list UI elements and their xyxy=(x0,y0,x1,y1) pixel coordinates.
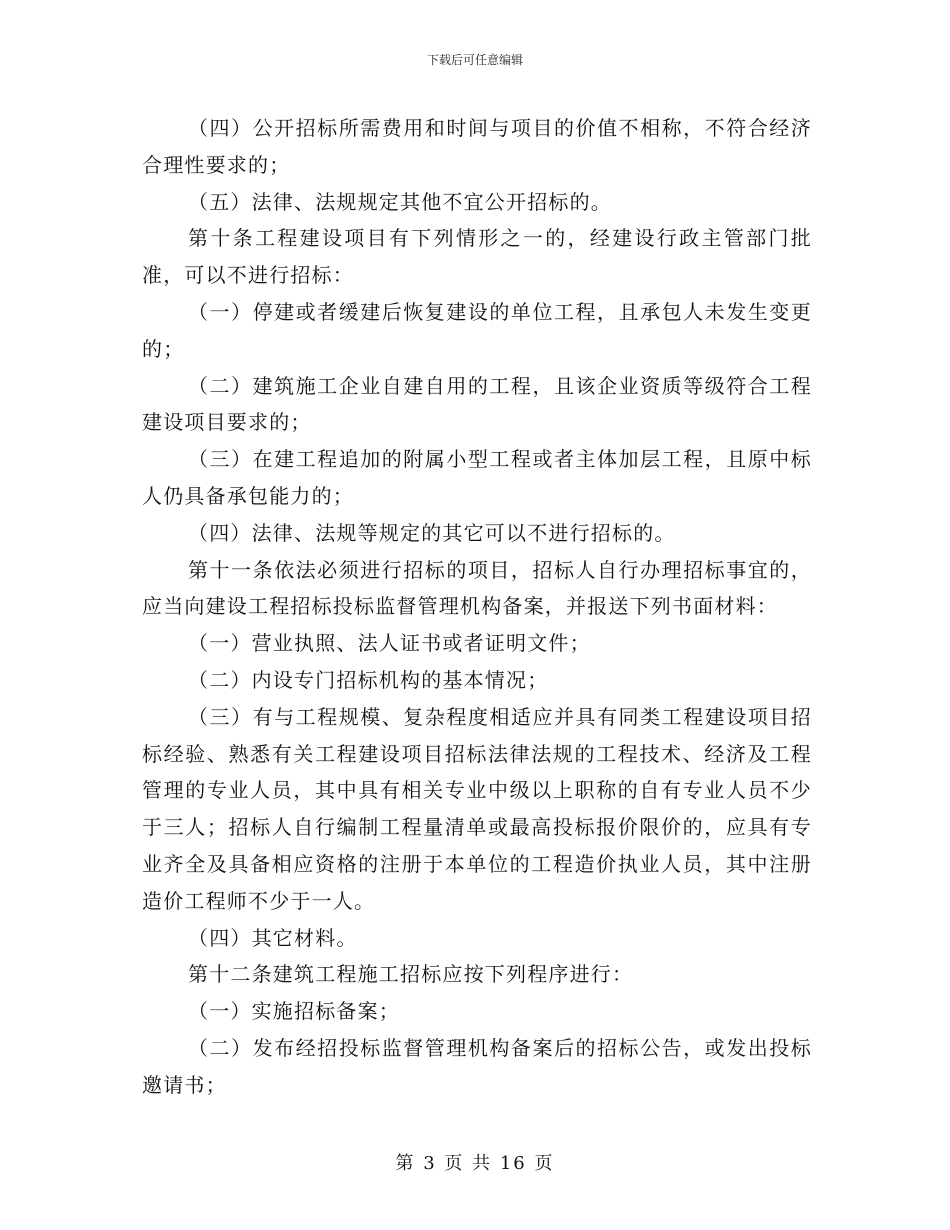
paragraph: （一）实施招标备案； xyxy=(188,999,400,1024)
paragraph: （一）停建或者缓建后恢复建设的单位工程，且承包人未发生变更的； xyxy=(142,299,812,361)
paragraph: （三）在建工程追加的附属小型工程或者主体加层工程，且原中标人仍具备承包能力的； xyxy=(142,447,812,508)
paragraph: （二）建筑施工企业自建自用的工程，且该企业资质等级符合工程建设项目要求的； xyxy=(142,373,812,435)
paragraph: （三）有与工程规模、复杂程度相适应并具有同类工程建设项目招标经验、熟悉有关工程建设项目招标法律法规的工程技术、经济及工程管理的专业人员，其中具有相关专业中级以上职称的自有专业人员不少于三人；招标人自行编制工程量清单或最高投标报价限价的，应具有专业齐全及具备相应资格的注册于本单位的工程造价执业人员，其中注册造价工程师不少于一人。 xyxy=(142,704,812,913)
page-header: 下载后可任意编辑 xyxy=(426,53,523,67)
document-body xyxy=(142,110,812,1104)
paragraph: 第十二条建筑工程施工招标应按下列程序进行： xyxy=(188,962,634,987)
paragraph: （五）法律、法规规定其他不宜公开招标的。 xyxy=(188,189,612,214)
paragraph: （二）发布经招投标监督管理机构备案后的招标公告，或发出投标邀请书； xyxy=(142,1035,812,1097)
page-footer: 第 3 页 共 16 页 xyxy=(395,1153,555,1174)
paragraph: 第十一条依法必须进行招标的项目，招标人自行办理招标事宜的，应当向建设工程招标投标监督管理机构备案，并报送下列书面材料： xyxy=(142,557,812,619)
paragraph: （四）公开招标所需费用和时间与项目的价值不相称，不符合经济合理性要求的； xyxy=(142,116,812,177)
paragraph: （二）内设专门招标机构的基本情况； xyxy=(188,667,549,692)
paragraph: （四）法律、法规等规定的其它可以不进行招标的。 xyxy=(188,520,676,545)
paragraph: 第十条工程建设项目有下列情形之一的，经建设行政主管部门批准，可以不进行招标： xyxy=(142,226,812,288)
paragraph: （四）其它材料。 xyxy=(188,925,358,950)
paragraph: （一）营业执照、法人证书或者证明文件； xyxy=(188,631,591,656)
